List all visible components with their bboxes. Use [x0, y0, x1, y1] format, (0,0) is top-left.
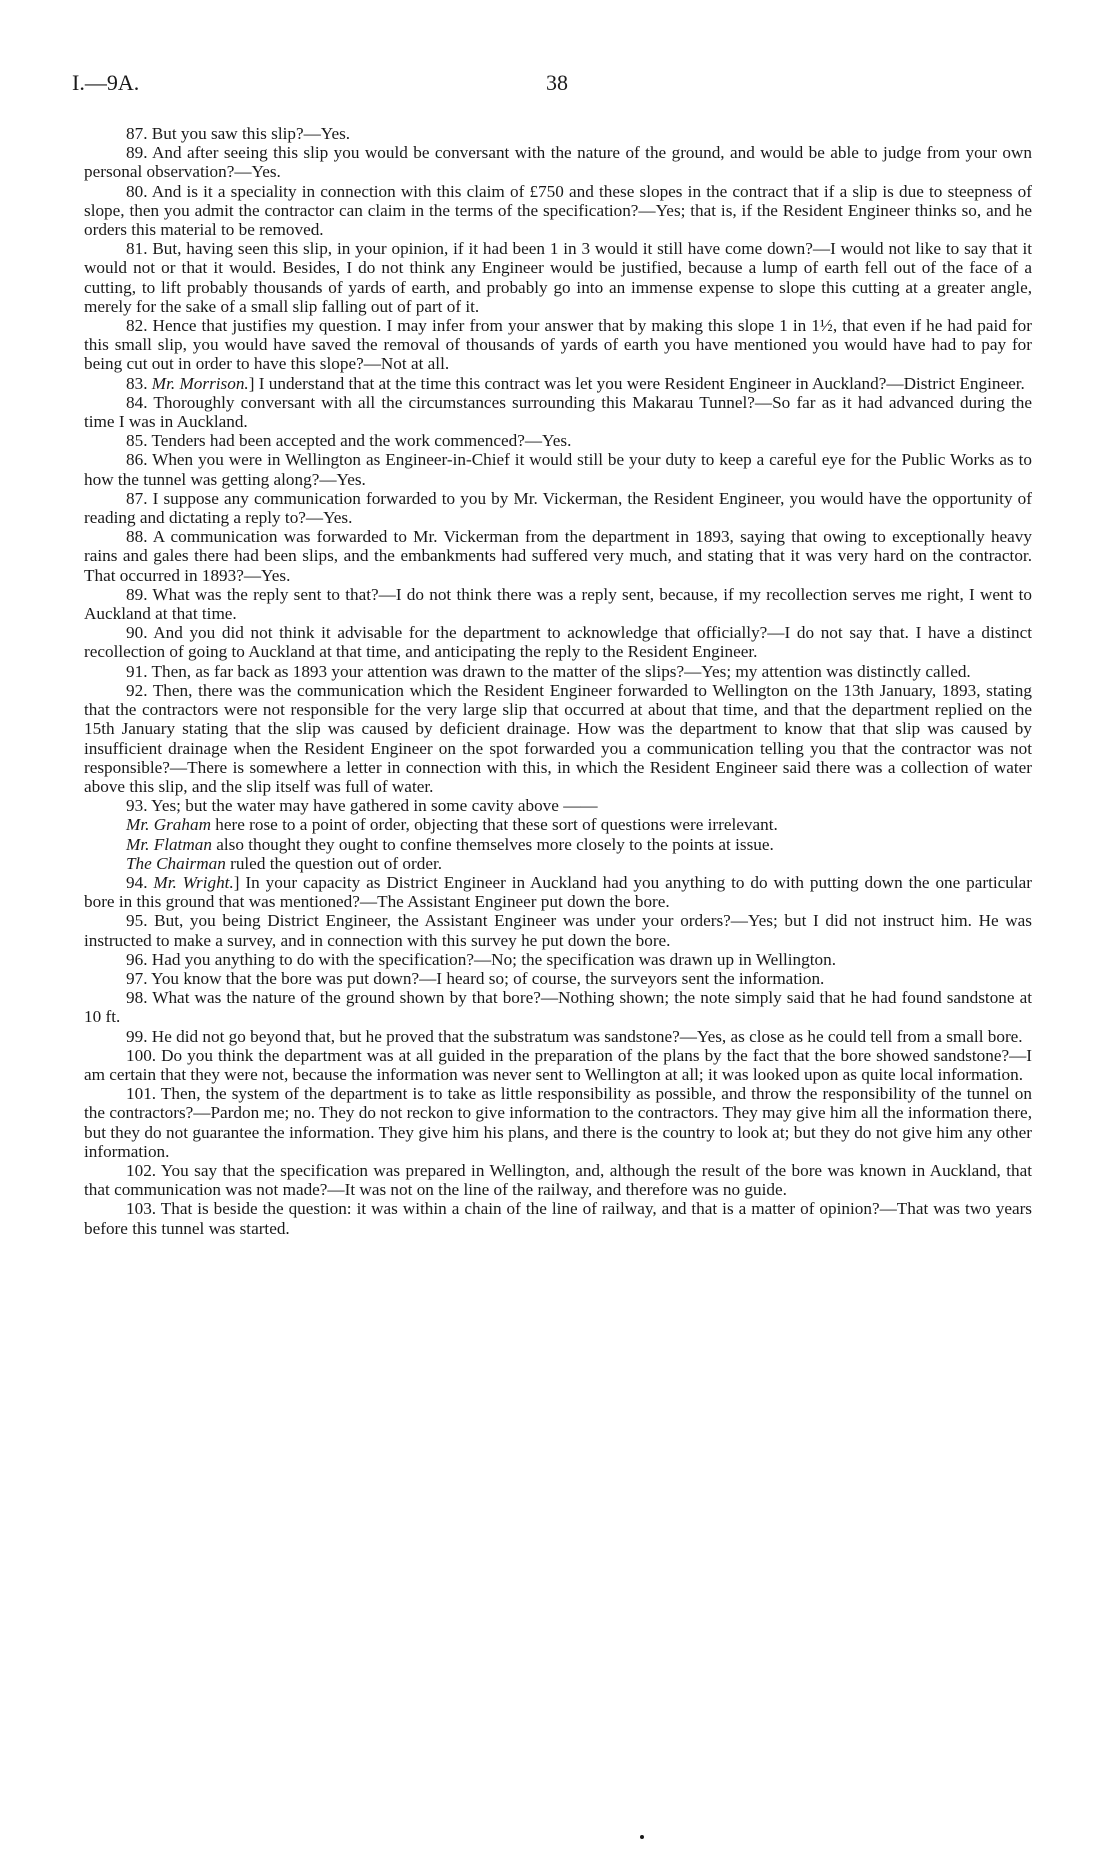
paragraph-text: 84. Thoroughly conversant with all the circumstances surrounding this Makarau Tunnel?—So far as it had advanced during the time I was in Auckland. — [84, 392, 1032, 432]
paragraph-text: here rose to a point of order, objecting that these sort of questions were irrelevant. — [215, 815, 778, 835]
paragraph-text: 89. What was the reply sent to that?—I do not think there was a reply sent, because, if my recollection serves me right, I went to Auckland at that time. — [84, 584, 1032, 624]
paragraph — [84, 1084, 1032, 1161]
paragraph — [84, 988, 1032, 1026]
paragraph — [84, 873, 1032, 911]
paragraph — [84, 815, 1032, 834]
paragraph-text: 81. But, having seen this slip, in your opinion, if it had been 1 in 3 would it still have come down?—I would not like to say that it would not or that it would. Besides, I do not think any Engineer would be justified, because a lump of earth fell out of the face of a cutting, to lift probably thousands of yards of earth, and probably go into an immense expense to slope this cutting at a greater angle, merely for the sake of a small slip falling out of part of it. — [84, 239, 1032, 316]
paragraph-text: 80. And is it a speciality in connection with this claim of £750 and these slopes in the contract that if a slip is due to steepness of slope, then you admit the contractor can claim in the terms of the specification?—Yes; that is, if the Resident Engineer thinks so, and he orders this material to be removed. — [84, 181, 1032, 240]
speaker-lead: Mr. Flatman — [126, 834, 212, 854]
paragraph — [84, 316, 1032, 374]
paragraph-text: 96. Had you anything to do with the specification?—No; the specification was drawn up in Wellington. — [126, 949, 836, 969]
paragraph — [84, 489, 1032, 527]
paragraph — [84, 662, 1032, 681]
paragraph — [84, 681, 1032, 796]
paragraph — [84, 450, 1032, 488]
paragraph — [84, 796, 1032, 815]
paragraph-text: 100. Do you think the department was at all guided in the preparation of the plans by the fact that the bore showed sandstone?—I am certain that they were not, because the information was never sent to Wellington at all; it was looked upon as quite local information. — [84, 1045, 1032, 1084]
paragraph-text: 102. You say that the specification was prepared in Wellington, and, although the result of the bore was known in Auckland, that that communication was not made?—It was not on the line of the railway, and therefore was no guide. — [84, 1160, 1032, 1200]
paragraph — [84, 182, 1032, 240]
paragraph-text: 92. Then, there was the communication which the Resident Engineer forwarded to Wellington on the 13th January, 1893, stating that the contractors were not responsible for the very large slip that occurred at about that time, and that the department replied on the 15th January stating that the slip was caused by deficient drainage. How was the department to know that that slip was caused by insufficient drainage when the Resident Engineer on the spot forwarded you a communication telling you that the contractor was not responsible?—There is somewhere a letter in connection with this, in which the Resident Engineer said there was a collection of water above this slip, and the slip itself was full of water. — [84, 680, 1032, 796]
paragraph — [84, 1199, 1032, 1237]
paragraph-text: ruled the question out of order. — [230, 853, 443, 873]
speaker-lead: 94. Mr. Wright.] — [126, 872, 240, 892]
paragraph — [84, 393, 1032, 431]
paragraph — [84, 1161, 1032, 1199]
paragraph-text: 87. I suppose any communication forwarded to you by Mr. Vickerman, the Resident Engineer, you would have the opportunity of reading and dictating a reply to?—Yes. — [84, 488, 1032, 528]
paragraph-text: 87. But you saw this slip?—Yes. — [126, 124, 351, 143]
paragraph — [84, 623, 1032, 661]
paragraph — [84, 911, 1032, 949]
paragraph-text: 98. What was the nature of the ground shown by that bore?—Nothing shown; the note simply said that he had found sandstone at 10 ft. — [84, 988, 1032, 1027]
paragraph-text: 101. Then, the system of the department is to take as little responsibility as possible, and throw the responsibility of the tunnel on the contractors?—Pardon me; no. They do not reckon to give information to the contractors. They may give him all the information there, but they do not guarantee the information. They give him his plans, and there is the country to look at; but they do not give him any other information. — [84, 1084, 1032, 1161]
paragraph-text: 93. Yes; but the water may have gathered in some cavity above —— — [126, 796, 598, 816]
paragraph — [84, 431, 1032, 450]
paragraph — [84, 124, 1032, 143]
paragraph — [84, 585, 1032, 623]
paragraph-text: 103. That is beside the question: it was within a chain of the line of railway, and that is a matter of opinion?—That was two years before this tunnel was started. — [84, 1199, 1032, 1238]
paragraph — [84, 854, 1032, 873]
paragraph-text: 88. A communication was forwarded to Mr. Vickerman from the department in 1893, saying that owing to exceptionally heavy rains and gales there had been slips, and the embankments had suffered very much, and stating that it was very hard on the contractor. That occurred in 1893?—Yes. — [84, 527, 1032, 585]
page-body — [84, 124, 1032, 1238]
paragraph — [84, 835, 1032, 854]
paragraph — [84, 527, 1032, 585]
speaker-lead: Mr. Graham — [126, 815, 211, 835]
paragraph-text: 95. But, you being District Engineer, the Assistant Engineer was under your orders?—Yes; but I did not instruct him. He was instructed to make a survey, and in connection with this survey he put down the bore. — [84, 911, 1032, 950]
printer-mark — [640, 1835, 644, 1839]
speaker-lead: The Chairman — [126, 853, 226, 873]
document-reference: I.—9A. — [72, 70, 140, 95]
page-number: 38 — [546, 70, 568, 95]
paragraph-text: 86. When you were in Wellington as Engineer-in-Chief it would still be your duty to keep a careful eye for the Public Works as to how the tunnel was getting along?—Yes. — [84, 450, 1032, 489]
paragraph-text: 91. Then, as far back as 1893 your attention was drawn to the matter of the slips?—Yes; my attention was distinctly called. — [126, 661, 971, 681]
paragraph-text: 97. You know that the bore was put down?—I heard so; of course, the surveyors sent the information. — [126, 968, 825, 988]
paragraph-text: 89. And after seeing this slip you would be conversant with the nature of the ground, and would be able to judge from your own personal observation?—Yes. — [84, 143, 1032, 182]
speaker-lead: 83. Mr. Morrison.] — [126, 373, 255, 393]
paragraph — [84, 239, 1032, 316]
paragraph-text: 82. Hence that justifies my question. I may infer from your answer that by making this slope 1 in 1½, that even if he had paid for this small slip, you would have saved the removal of thousands of yards of earth you have mentioned you would have had to pay for being cut out in order to have this slope?—Not at all. — [84, 316, 1032, 374]
paragraph — [84, 374, 1032, 393]
paragraph-text: 90. And you did not think it advisable for the department to acknowledge that officially?—I do not say that. I have a distinct recollection of going to Auckland at that time, and anticipating the reply to the Resident Engineer. — [84, 623, 1032, 662]
paragraph-text: 85. Tenders had been accepted and the work commenced?—Yes. — [126, 431, 572, 451]
paragraph-text: 99. He did not go beyond that, but he proved that the substratum was sandstone?—Yes, as close as he could tell from a small bore. — [126, 1026, 1023, 1046]
paragraph — [84, 143, 1032, 181]
paragraph-text: In your capacity as District Engineer in Auckland had you anything to do with putting down the one particular bore in this ground that was mentioned?—The Assistant Engineer put down the bore. — [84, 872, 1033, 912]
paragraph — [84, 1046, 1032, 1084]
paragraph — [84, 950, 1032, 969]
page-header — [72, 70, 1042, 98]
paragraph — [84, 1027, 1032, 1046]
paragraph — [84, 969, 1032, 988]
paragraph-text: I understand that at the time this contract was let you were Resident Engineer in Auckland?—District Engineer. — [258, 373, 1025, 393]
paragraph-text: also thought they ought to confine themselves more closely to the points at issue. — [216, 834, 774, 854]
